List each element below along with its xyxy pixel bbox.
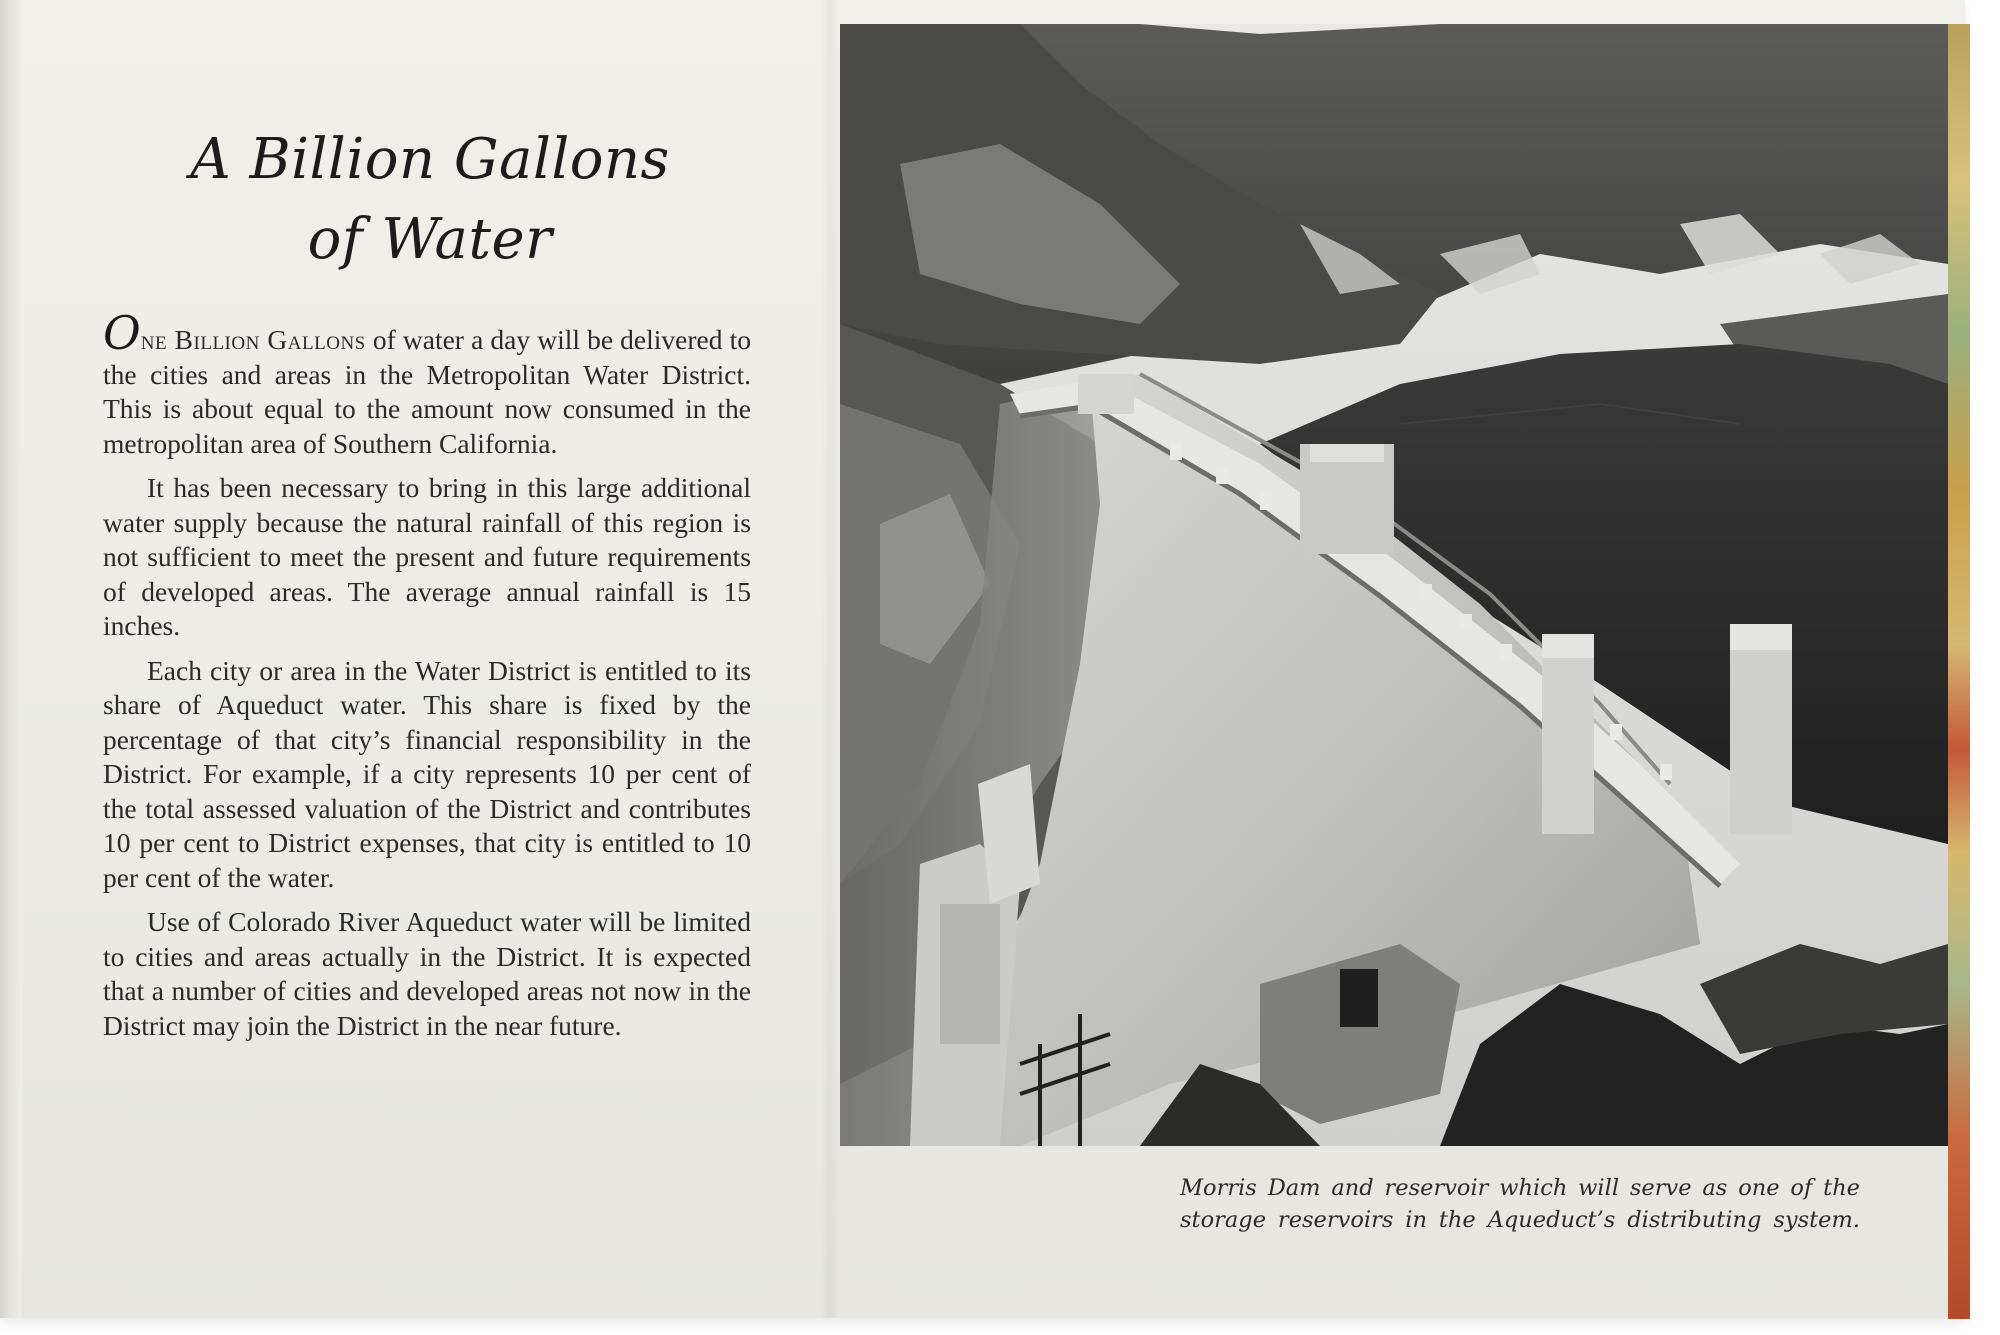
cover-edge [1948,24,1970,1319]
paragraph-1 [103,306,751,461]
dam-photo-illustration [840,24,1948,1146]
page-title [150,120,710,280]
paragraph-4: Use of Colorado River Aqueduct water will be limited to cities and areas actually in the District. It is expected that a number of cities and developed areas not now in the District may join the District in the near future. [103,906,751,1041]
page-title-line2: of Water [307,207,553,272]
caption-line2: storage reservoirs in the Aqueduct’s distributing system. [1180,1207,1860,1233]
lead-in-small-caps: ne Billion Gallons [140,324,366,355]
page-edge [0,0,22,1318]
paragraph-1-text: of water a day will be delivered to the cities and areas in the Metropolitan Water District. This is about equal to the amount now consumed in the metropolitan area of Southern California. [103,324,751,459]
gutter-shadow [820,0,840,1318]
dam-photograph [840,24,1948,1146]
caption-line1: Morris Dam and reservoir which will serve as one of the [1180,1175,1860,1201]
body-text [103,306,751,1053]
paragraph-3: Each city or area in the Water District is entitled to its share of Aqueduct water. This share is fixed by the percentage of that city’s financial responsibility in the District. For example, if a city represents 10 per cent of the total assessed valuation of the District and contributes 10 per cent to District expenses, that city is entitled to 10 per cent of the water. [103,654,751,893]
page-title-line1: A Billion Gallons [190,127,670,192]
drop-cap: O [103,306,141,360]
paragraph-2: It has been necessary to bring in this large additional water supply because the natural rainfall of this region is not sufficient to meet the present and future requirements of developed areas. The average annual rainfall is 15 inches. [103,472,751,641]
photo-caption [1180,1172,1860,1236]
